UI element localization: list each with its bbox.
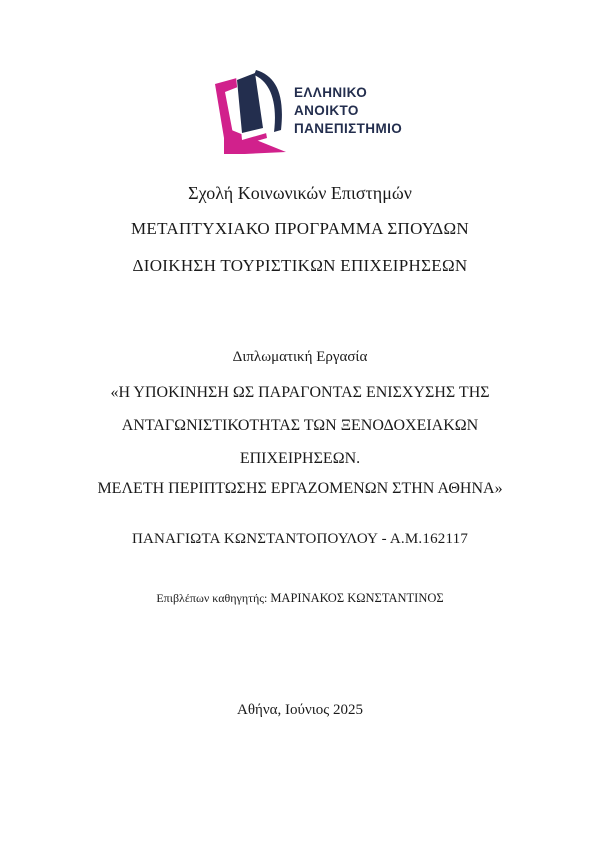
open-book-logo-icon [212,68,290,154]
school-name: Σχολή Κοινωνικών Επιστημών [188,183,412,203]
thesis-title-line: «Η ΥΠΟΚΙΝΗΣΗ ΩΣ ΠΑΡΑΓΟΝΤΑΣ ΕΝΙΣΧΥΣΗΣ ΤΗΣ [110,384,490,401]
thesis-title-line: ΑΝΤΑΓΩΝΙΣΤΙΚΟΤΗΤΑΣ ΤΩΝ ΞΕΝΟΔΟΧΕΙΑΚΩΝ [121,417,479,434]
place-date-line: Αθήνα, Ιούνιος 2025 [237,702,363,718]
thesis-type-label: Διπλωματική Εργασία [232,349,368,365]
department-name: ΔΙΟΙΚΗΣΗ ΤΟΥΡΙΣΤΙΚΩΝ ΕΠΙΧΕΙΡΗΣΕΩΝ [132,256,468,275]
supervisor-line [0,591,600,606]
author-line: ΠΑΝΑΓΙΩΤΑ ΚΩΝΣΤΑΝΤΟΠΟΥΛΟΥ - Α.Μ.162117 [131,531,469,547]
supervisor-label: Επιβλέπων καθηγητής: [156,591,268,605]
supervisor-name: ΜΑΡΙΝΑΚΟΣ ΚΩΝΣΤΑΝΤΙΝΟΣ [270,591,444,605]
logo-word-line3: ΠΑΝΕΠΙΣΤΗΜΙΟ [294,121,403,136]
logo-word-line1: ΕΛΛΗΝΙΚΟ [294,85,368,100]
thesis-title-line: ΕΠΙΧΕΙΡΗΣΕΩΝ. [239,450,361,467]
logo-word-line2: ΑΝΟΙΚΤΟ [294,103,359,118]
university-logo-wordmark [294,84,402,138]
university-logo [212,68,402,154]
programme-name: ΜΕΤΑΠΤΥΧΙΑΚΟ ΠΡΟΓΡΑΜΜΑ ΣΠΟΥΔΩΝ [130,219,470,238]
thesis-title-line: ΜΕΛΕΤΗ ΠΕΡΙΠΤΩΣΗΣ ΕΡΓΑΖΟΜΕΝΩΝ ΣΤΗΝ ΑΘΗΝΑ» [97,480,503,497]
